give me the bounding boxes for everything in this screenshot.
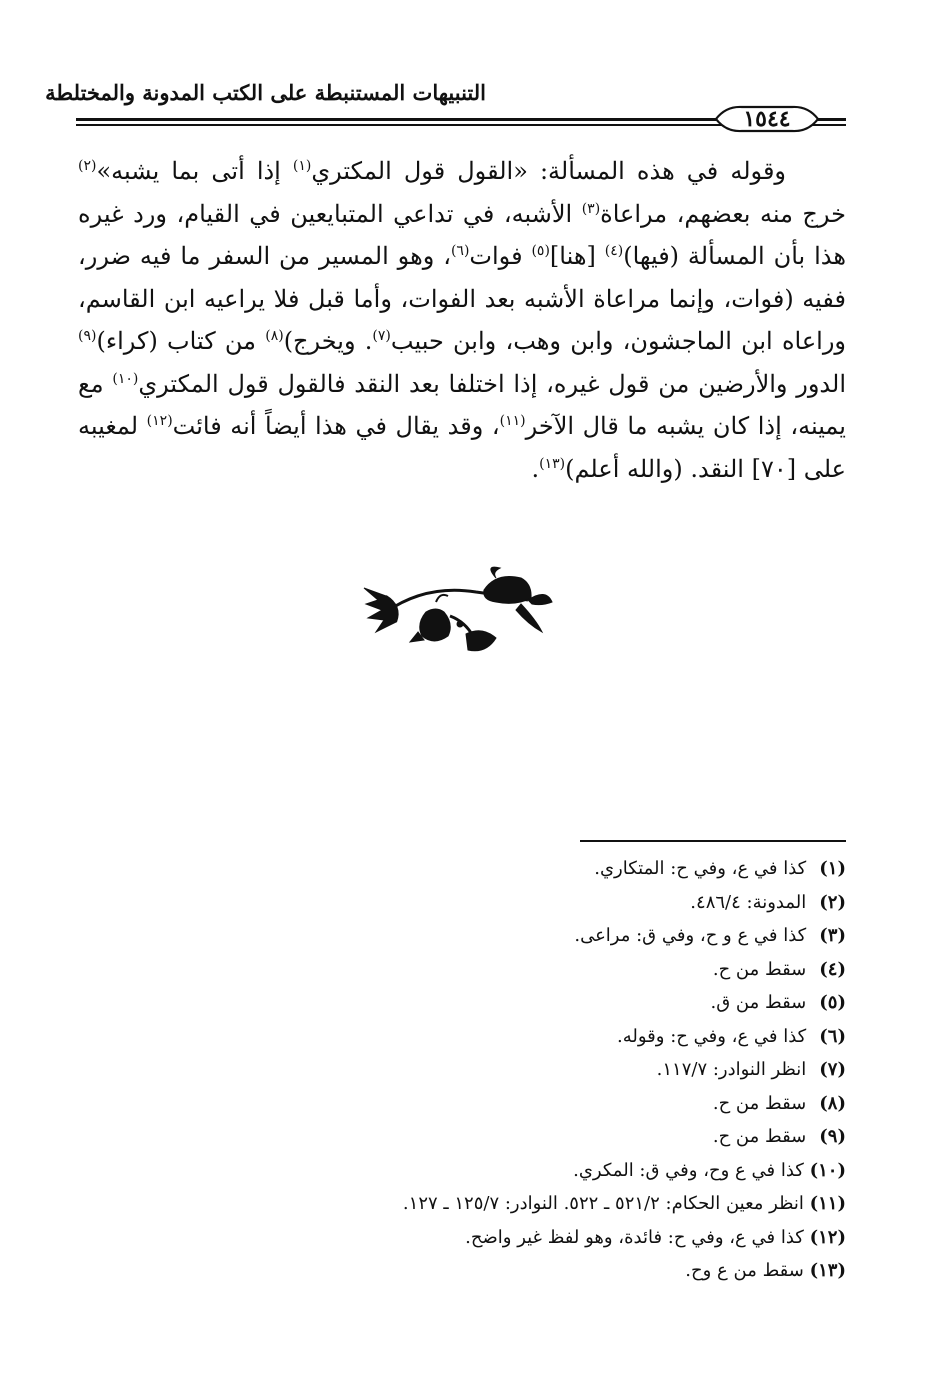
footnote-number: (٤) xyxy=(819,958,846,980)
footnote-item xyxy=(146,852,846,886)
footnote-number: (٩) xyxy=(819,1126,846,1147)
footnote-number: (١) xyxy=(819,858,846,879)
footnote-item xyxy=(146,886,846,920)
running-header-title: التنبيهات المستنبطة على الكتب المدونة والمختلطة xyxy=(45,80,486,105)
footnote-number: (٥) xyxy=(819,992,846,1013)
footnote-item xyxy=(146,1187,846,1221)
footnotes-list xyxy=(146,852,846,1288)
footnote-item xyxy=(146,1221,846,1255)
footnote-text: انظر معين الحكام: ٥٢١/٢ ـ ٥٢٢. النوادر: ١٢٥/٧ ـ ١٢٧. xyxy=(402,1193,804,1214)
footnote-item xyxy=(146,986,846,1020)
footnote-item xyxy=(146,919,846,953)
footnote-item xyxy=(146,1154,846,1188)
footnote-number: (١٠) xyxy=(809,1159,846,1181)
footnote-text: كذا في ع و ح، وفي ق: مراعى. xyxy=(574,925,807,946)
footnote-text: كذا في ع، وفي ح: وقوله. xyxy=(617,1025,807,1047)
paragraph-text: وقوله في هذه المسألة: «القول قول المكتري$^{(١)}$ إذا أتى بما يشبه»$^{(٢)}$ خرج منه بعضهم، مراعاة$^{(٣)}$ الأشبه، في تداعي المتبايعين في القيام، ورد غيره هذا بأن المسألة (فيها)$^{(٤)}$ [هنا]$^{(٥)}$ فوات$^{(٦)}$، وهو المسير من السفر ما فيه ضرر، ففيه (فوات، وإنما مراعاة الأشبه بعد الفوات، وأما قبل فلا يراعيه ابن القاسم، وراعاه ابن الماجشون، وابن وهب، وابن حبيب$^{(٧)}$. ويخرج)$^{(٨)}$ من كتاب (كراء)$^{(٩)}$ الدور والأرضين من قول غيره، إذا اختلفا بعد النقد فالقول قول المكتري$^{(١٠)}$ مع يمينه، إذا كان يشبه ما قال الآخر$^{(١١)}$، وقد يقال في هذا أيضاً أنه فائت$^{(١٢)}$ لمغيبه على [٧٠] النقد. (والله أعلم)$^{(١٣)}$. xyxy=(78,157,846,483)
main-paragraph xyxy=(78,150,846,490)
footnote-item xyxy=(146,1254,846,1288)
page-number: ١٥٤٤ xyxy=(743,106,791,132)
footnote-text: سقط من ع وح. xyxy=(685,1260,804,1281)
footnote-number: (٢) xyxy=(819,891,846,913)
page-number-badge xyxy=(712,104,822,134)
footnote-item xyxy=(146,953,846,987)
footnote-text: كذا في ع، وفي ح: فائدة، وهو لفظ غير واضح. xyxy=(465,1226,804,1248)
floral-ornament-icon xyxy=(356,562,562,658)
footnote-number: (١١) xyxy=(809,1193,846,1214)
footnote-item xyxy=(146,1120,846,1154)
footnote-number: (٣) xyxy=(819,925,846,946)
footnote-item xyxy=(146,1087,846,1121)
footnote-text: سقط من ح. xyxy=(712,1126,807,1147)
footnote-text: سقط من ق. xyxy=(710,992,807,1013)
footnotes-separator xyxy=(580,840,846,842)
footnote-text: كذا في ع، وفي ح: المتكاري. xyxy=(594,858,807,879)
footnote-number: (١٢) xyxy=(809,1226,846,1248)
footnote-text: كذا في ع وح، وفي ق: المكري. xyxy=(573,1159,804,1181)
footnote-number: (٧) xyxy=(819,1059,846,1080)
footnote-number: (٦) xyxy=(819,1025,846,1047)
footnote-text: سقط من ح. xyxy=(712,958,807,980)
footnote-number: (٨) xyxy=(819,1092,846,1114)
footnote-number: (١٣) xyxy=(809,1260,846,1281)
footnote-text: المدونة: ٤٨٦/٤. xyxy=(690,891,807,913)
footnote-text: انظر النوادر: ١١٧/٧. xyxy=(656,1059,807,1080)
footnote-text: سقط من ح. xyxy=(712,1092,807,1114)
footnote-item xyxy=(146,1020,846,1054)
footnote-item xyxy=(146,1053,846,1087)
